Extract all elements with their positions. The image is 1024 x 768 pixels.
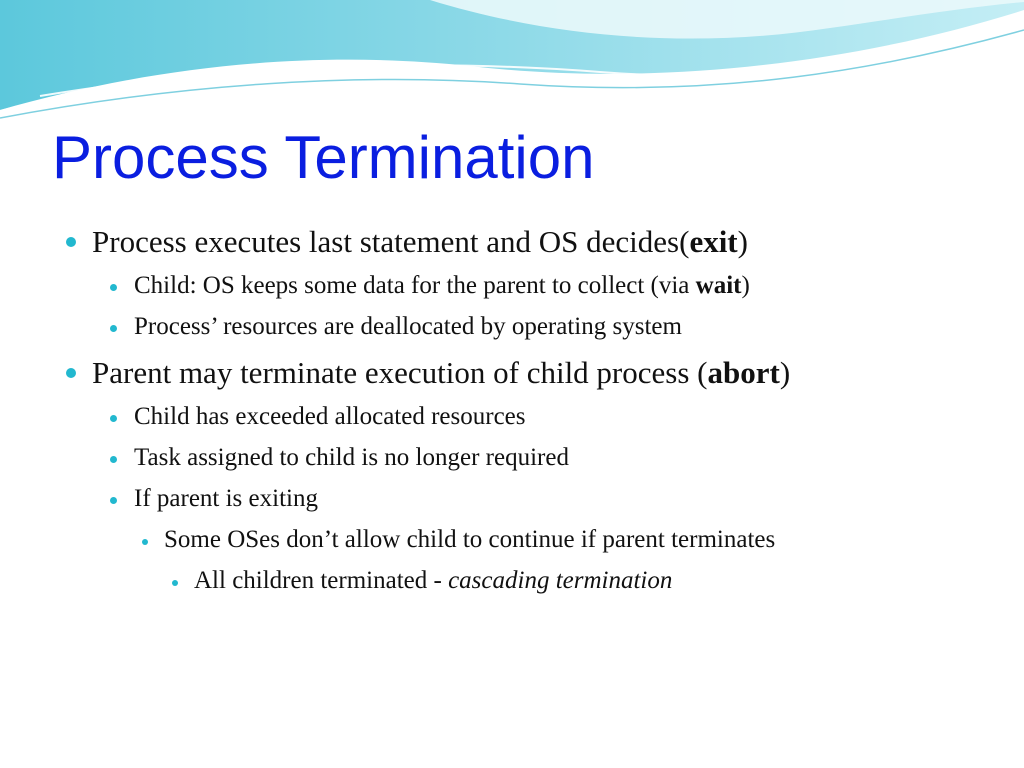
sub-bullet-item: If parent is exiting xyxy=(134,485,318,512)
sub-bullet-item: Child: OS keeps some data for the parent to collect (via wait) xyxy=(134,272,750,299)
bullet-dot xyxy=(66,237,76,247)
bullet-dot xyxy=(110,284,117,291)
bullet-dot xyxy=(110,456,117,463)
sub-bullet-item: Task assigned to child is no longer required xyxy=(134,444,569,471)
sub-sub-sub-bullet-item: All children terminated - cascading termination xyxy=(194,567,673,594)
sub-sub-bullet-item: Some OSes don’t allow child to continue if parent terminates xyxy=(164,526,776,553)
sub-bullet-item: Process’ resources are deallocated by operating system xyxy=(134,313,682,340)
bullet-dot xyxy=(172,580,178,586)
bullet-dot xyxy=(142,539,148,545)
bullet-dot xyxy=(110,325,117,332)
header-wave-decoration xyxy=(0,0,1024,130)
bullet-item: Process executes last statement and OS decides(exit) xyxy=(92,224,748,259)
bullet-dot xyxy=(110,497,117,504)
bullet-dot xyxy=(66,368,76,378)
sub-bullet-item: Child has exceeded allocated resources xyxy=(134,403,526,430)
slide-title: Process Termination xyxy=(52,124,595,191)
bullet-item: Parent may terminate execution of child process (abort) xyxy=(92,355,791,390)
bullet-dot xyxy=(110,415,117,422)
